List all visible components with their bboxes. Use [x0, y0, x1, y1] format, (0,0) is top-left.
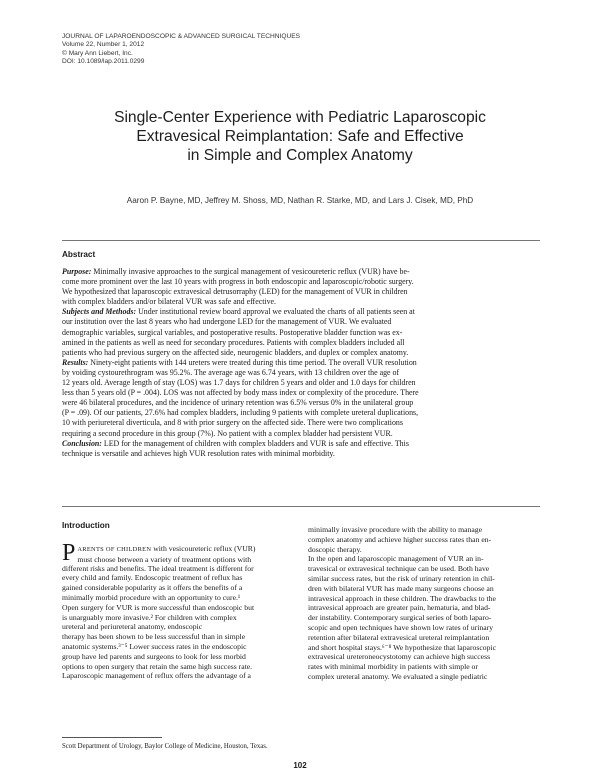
- title-line: Extravesical Reimplantation: Safe and Effective: [136, 128, 464, 145]
- journal-name: JOURNAL OF LAPAROENDOSCOPIC & ADVANCED SURGICAL TECHNIQUES: [62, 33, 301, 40]
- author-list: Aaron P. Bayne, MD, Jeffrey M. Shoss, MD, Nathan R. Starke, MD, and Lars J. Cisek, MD, PhD: [126, 196, 474, 205]
- intro-line: intravesical approach in these children. The drawbacks to the: [308, 593, 496, 603]
- intro-line: complex anatomy and achieve higher success rates than en-: [308, 534, 492, 544]
- abstract-line: 10 with periureteral diverticula, and 8 with prior surgery on the affected side. There were two complications: [62, 418, 403, 428]
- abstract-line: (P = .09). Of our patients, 27.6% had complex bladders, including 9 patients with complete ureteral duplications,: [62, 408, 419, 418]
- methods-label: Subjects and Methods:: [62, 307, 137, 317]
- intro-line: Open surgery for VUR is more successful than endoscopic but: [62, 602, 255, 612]
- abstract-line: come more prominent over the last 10 years with progress in both endoscopic and laparoscopic/robotic surgery.: [62, 277, 414, 287]
- footnote-rule: [62, 737, 162, 738]
- intro-line: with vesicoureteric reflux (VUR): [151, 544, 256, 553]
- intro-line: every child and family. Endoscopic treatment of reflux has: [62, 573, 243, 583]
- intro-line: different risks and benefits. The ideal treatment is different for: [62, 563, 254, 573]
- intro-line: complex ureteral anatomy. We evaluated a single pediatric: [308, 671, 488, 681]
- abstract-line: Ninety-eight patients with 144 ureters were treated during this time period. The overall VUR resolution: [88, 357, 417, 367]
- results-label: Results:: [62, 357, 89, 367]
- article-title: [60, 108, 540, 165]
- abstract-body: [62, 267, 540, 459]
- abstract-line: Under institutional review board approval we evaluated the charts of all patients seen at: [136, 307, 415, 317]
- intro-line: extravesical ureteroneocystotomy can achieve high success: [308, 652, 491, 662]
- abstract-line: demographic variables, surgical variables, and postoperative results. Postoperative bladder function was ex-: [62, 327, 403, 337]
- intro-line: scopic and open techniques have shown low rates of urinary: [308, 622, 494, 632]
- abstract-line: our institution over the last 8 years who had undergone LED for the management of VUR. We evaluated: [62, 317, 392, 327]
- intro-line: der instability. Contemporary surgical series of both laparo-: [308, 613, 492, 623]
- purpose-label: Purpose:: [62, 267, 92, 276]
- intro-line: options to open surgery that retain the same high success rate.: [62, 661, 253, 671]
- abstract-line: LED for the management of children with complex bladders and VUR is safe and effective. This: [101, 438, 409, 448]
- title-line: in Simple and Complex Anatomy: [187, 147, 413, 164]
- drop-cap: P: [62, 540, 76, 566]
- intro-line: gained considerable popularity as it offers the benefits of a: [62, 583, 243, 593]
- abstract-heading: Abstract: [62, 250, 96, 259]
- abstract-line: patients who had previous surgery on the affected side, neurogenic bladders, and duplex or complex anatomy.: [62, 347, 409, 357]
- journal-volume: Volume 22, Number 1, 2012: [62, 41, 145, 49]
- journal-doi: DOI: 10.1089/lap.2011.0299: [62, 57, 145, 65]
- intro-line: therapy has been shown to be less successful than in simple: [62, 632, 246, 642]
- intro-line: Laparoscopic management of reflux offers the advantage of a: [62, 671, 251, 681]
- intro-left-column: [62, 521, 294, 681]
- intro-line: anatomic systems.³⁻⁵ Lower success rates in the endoscopic: [62, 641, 247, 651]
- title-line: Single-Center Experience with Pediatric Laparoscopic: [114, 109, 486, 126]
- intro-line: minimally morbid procedure with an opportunity to cure.¹: [62, 592, 241, 602]
- intro-right-column: [308, 525, 540, 682]
- intro-line: travesical or extravesical technique can be used. Both have: [308, 564, 490, 574]
- intro-line: ureteral and periureteral anatomy, endoscopic: [62, 622, 203, 632]
- intro-line: group have led parents and surgeons to look for less morbid: [62, 651, 246, 661]
- intro-line: minimally invasive procedure with the ability to manage: [308, 525, 482, 534]
- intro-line: must choose between a variety of treatment options with: [77, 554, 252, 564]
- intro-line: doscopic therapy.: [308, 544, 362, 554]
- abstract-line: with complex bladders and/or bilateral VUR was safe and effective.: [62, 297, 276, 307]
- abstract-line: were 46 bilateral procedures, and the incidence of urinary retention was 6.5% versus 0% in the unilateral group: [62, 398, 414, 408]
- conclusion-label: Conclusion:: [62, 438, 102, 448]
- abstract-line: less than 5 years old (P = .004). LOS was not affected by body mass index or complexity of the procedure. There: [62, 388, 419, 398]
- page-number: 102: [293, 761, 307, 770]
- abstract-line: amined in the patients as well as need for secondary procedures. Patients with complex bladders included all: [62, 337, 405, 347]
- abstract-line: requiring a second procedure in this group (7%). No patient with a complex bladder had persistent VUR.: [62, 428, 393, 438]
- intro-heading: Introduction: [62, 521, 110, 530]
- intro-line: intravesical approach are greater pain, hematuria, and blad-: [308, 603, 491, 613]
- abstract-top-rule: [62, 240, 540, 241]
- affiliation-footnote: Scott Department of Urology, Baylor College of Medicine, Houston, Texas.: [62, 743, 268, 750]
- intro-line: rates with minimal morbidity in patients with simple or: [308, 662, 478, 672]
- journal-copyright: © Mary Ann Liebert, Inc.: [62, 49, 133, 57]
- abstract-line: 12 years old. Average length of stay (LOS) was 1.7 days for children 5 years and older and 1.0 days for children: [62, 378, 416, 388]
- intro-line: dren with bilateral VUR has made many surgeons choose an: [308, 583, 494, 593]
- abstract-line: Minimally invasive approaches to the surgical management of vesicoureteric reflux (VUR) have be-: [91, 267, 410, 276]
- intro-line: similar success rates, but the risk of urinary retention in chil-: [308, 573, 495, 583]
- intro-line: retention after bilateral extravesical ureteral reimplantation: [308, 632, 490, 642]
- abstract-line: technique is versatile and achieves high VUR resolution rates with minimal morbidity.: [62, 448, 335, 458]
- intro-line: is unarguably more invasive.² For children with complex: [62, 612, 237, 622]
- abstract-line: We hypothesized that laparoscopic extravesical detrusorraphy (LED) for the management of VUR in children: [62, 287, 408, 297]
- intro-line: In the open and laparoscopic management of VUR an in-: [308, 554, 484, 564]
- journal-header: [62, 33, 300, 66]
- abstract-bottom-rule: [62, 506, 540, 507]
- abstract-line: by voiding cystourethrogram was 95.2%. The average age was 6.74 years, with 13 children over the age of: [62, 367, 400, 377]
- smallcaps-lead: ARENTS OF CHILDREN: [77, 546, 152, 553]
- intro-line: and short hospital stays.⁶⁻⁸ We hypothesize that laparoscopic: [308, 642, 496, 652]
